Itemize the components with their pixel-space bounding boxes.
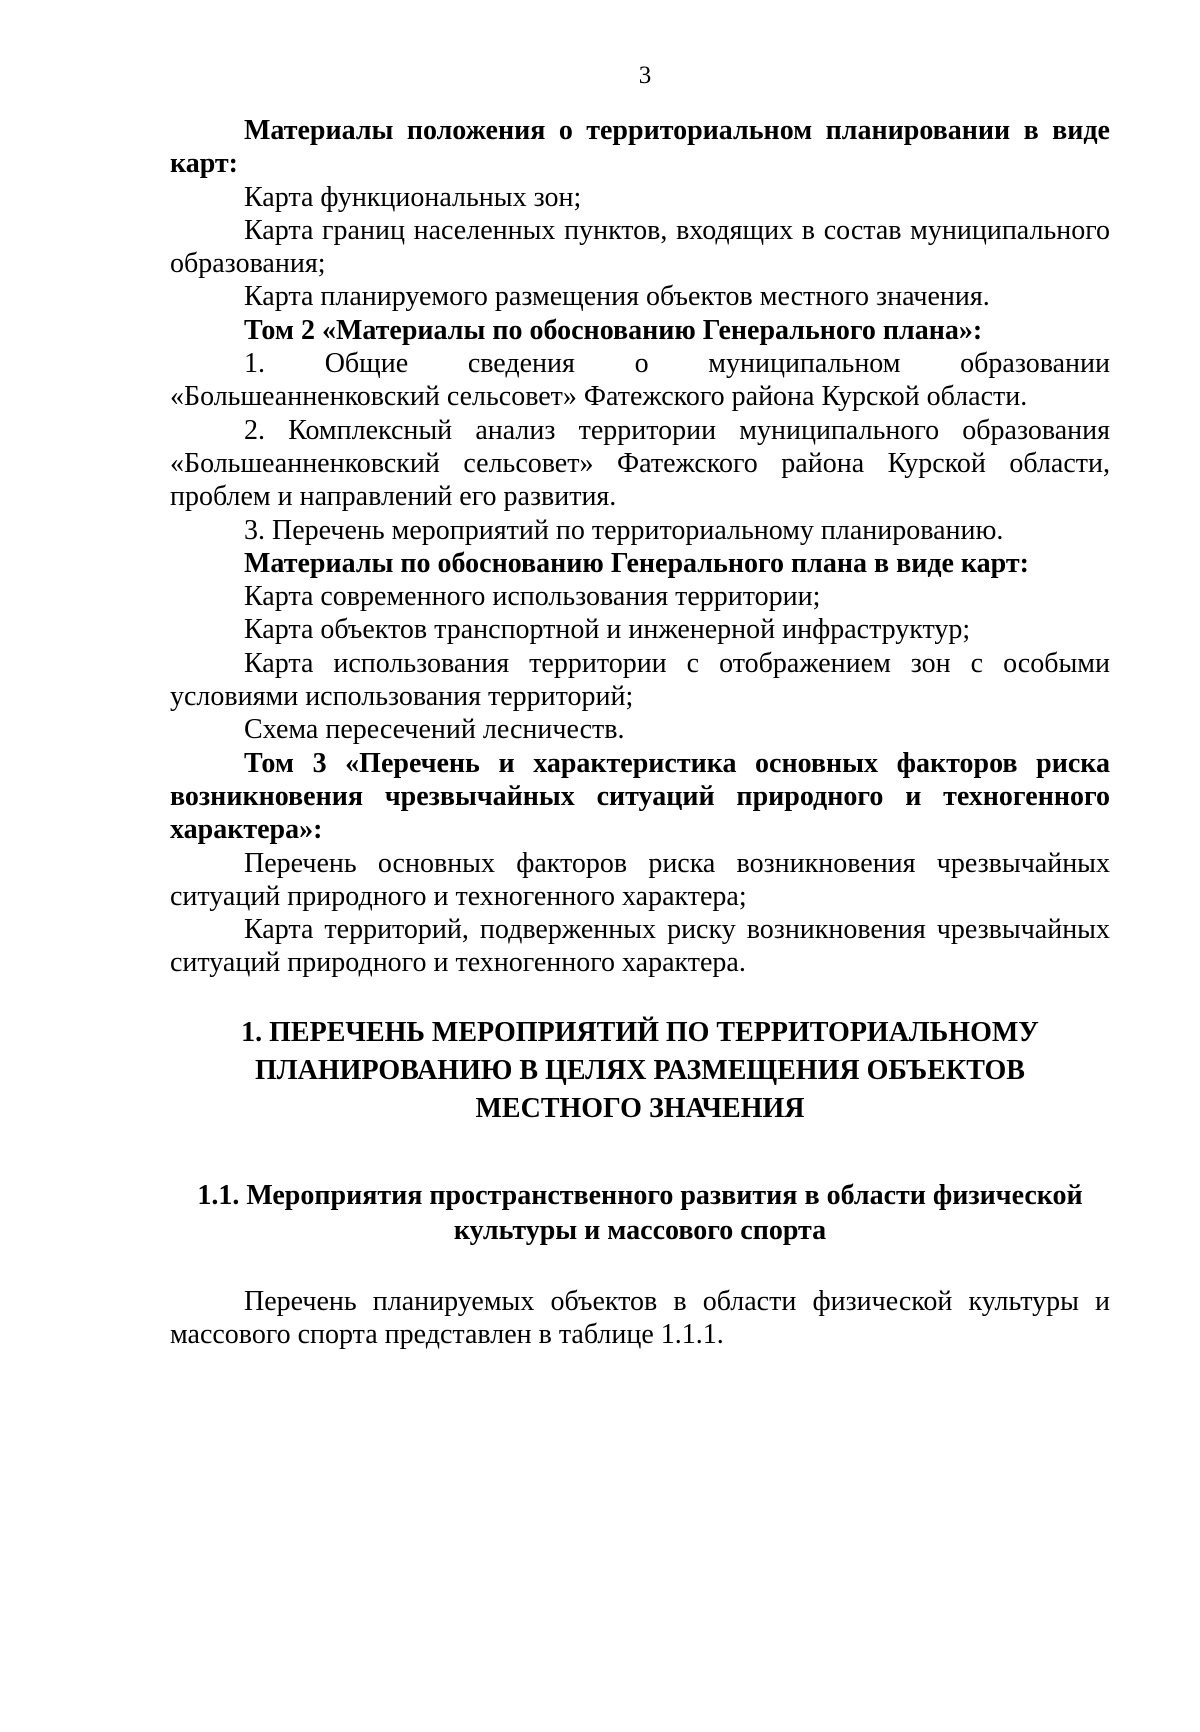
section-heading-line: МЕСТНОГО ЗНАЧЕНИЯ	[475, 1092, 805, 1124]
paragraph: Карта функциональных зон;	[244, 181, 582, 213]
paragraph: Карта границ населенных пунктов, входящих в состав муниципального образования;	[170, 214, 1110, 280]
section-heading-line: 1. ПЕРЕЧЕНЬ МЕРОПРИЯТИЙ ПО ТЕРРИТОРИАЛЬНОМУ	[241, 1016, 1039, 1048]
paragraph: Карта территорий, подверженных риску возникновения чрезвычайных ситуаций природного и техногенного характера.	[170, 914, 1110, 979]
heading-maps-justification: Материалы по обоснованию Генерального плана в виде карт:	[244, 547, 1029, 579]
subsection-heading-line: 1.1. Мероприятия пространственного развития в области физической	[197, 1179, 1083, 1211]
section-heading-line: ПЛАНИРОВАНИЮ В ЦЕЛЯХ РАЗМЕЩЕНИЯ ОБЪЕКТОВ	[255, 1054, 1025, 1086]
paragraph: Карта современного использования территории;	[244, 581, 821, 613]
paragraph: Карта планируемого размещения объектов местного значения.	[244, 281, 990, 313]
paragraph: 2. Комплексный анализ территории муниципального образования «Большеанненковский сельсовет» Фатежского района Курской области, проблем и направлений его развития.	[170, 414, 1110, 513]
closing-paragraph: Перечень планируемых объектов в области физической культуры и массового спорта представлен в таблице 1.1.1.	[170, 1285, 1110, 1351]
paragraph: 3. Перечень мероприятий по территориальному планированию.	[244, 514, 1004, 546]
heading-maps-provisions: Материалы положения о территориальном планировании в виде карт:	[170, 115, 1110, 180]
section-heading	[170, 1014, 1110, 1128]
paragraph: Карта использования территории с отображением зон с особыми условиями использования территорий;	[170, 647, 1110, 713]
paragraph: Схема пересечений лесничеств.	[244, 714, 625, 746]
document-page	[170, 60, 1110, 1351]
page-number: 3	[638, 62, 652, 89]
paragraph: Карта объектов транспортной и инженерной инфраструктур;	[244, 614, 971, 646]
subsection-heading	[170, 1178, 1110, 1248]
heading-volume-3: Том 3 «Перечень и характеристика основных факторов риска возникновения чрезвычайных ситуаций природного и техногенного характера»:	[170, 747, 1110, 846]
paragraph: 1. Общие сведения о муниципальном образовании «Большеанненковский сельсовет» Фатежского района Курской области.	[170, 348, 1110, 413]
paragraph: Перечень основных факторов риска возникновения чрезвычайных ситуаций природного и техногенного характера;	[170, 847, 1110, 912]
heading-volume-2: Том 2 «Материалы по обоснованию Генерального плана»:	[244, 314, 983, 346]
paragraph-list	[170, 114, 1110, 980]
subsection-heading-line: культуры и массового спорта	[453, 1214, 827, 1246]
